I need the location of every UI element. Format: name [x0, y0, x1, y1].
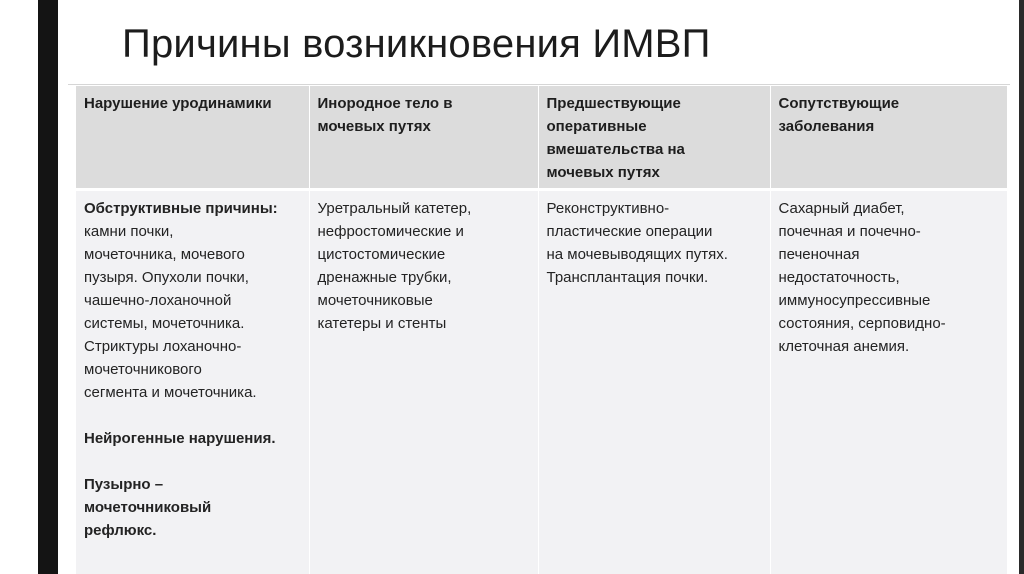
causes-table	[76, 86, 1007, 574]
header-line: оперативные	[546, 118, 647, 135]
cell-line: на мочевыводящих путях.	[546, 246, 728, 263]
header-line: мочевых путях	[317, 118, 431, 135]
obstructive-heading: Обструктивные причины:	[84, 200, 278, 217]
cell-line: Стриктуры лоханочно-	[84, 338, 242, 355]
reflux-line: Пузырно –	[84, 476, 164, 493]
spacer	[84, 404, 301, 427]
table-header-row	[76, 86, 1007, 190]
cell-line: почечная и почечно-	[778, 223, 921, 240]
cell-line: камни почки,	[84, 223, 174, 240]
cell-foreign-body	[309, 190, 538, 574]
header-urodynamics	[76, 86, 309, 190]
left-accent-bar	[38, 0, 58, 574]
cell-line: состояния, серповидно-	[778, 315, 946, 332]
cell-line: чашечно-лоханочной	[84, 292, 232, 309]
reflux-line: рефлюкс.	[84, 522, 157, 539]
cell-line: пузыря. Опухоли почки,	[84, 269, 249, 286]
cell-comorbidities	[770, 190, 1007, 574]
causes-table-container	[76, 86, 1007, 574]
right-edge-bar	[1019, 0, 1024, 574]
cell-line: цистостомические	[317, 246, 446, 263]
cell-line: недостаточность,	[778, 269, 900, 286]
slide-title: Причины возникновения ИМВП	[122, 22, 711, 66]
cell-line: Реконструктивно-	[546, 200, 670, 217]
cell-line: мочеточниковые	[317, 292, 433, 309]
cell-line: пластические операции	[546, 223, 713, 240]
header-line: заболевания	[778, 118, 875, 135]
header-line: Предшествующие	[546, 95, 681, 112]
spacer	[84, 450, 301, 473]
cell-line: мочеточника, мочевого	[84, 246, 245, 263]
cell-line: иммуносупрессивные	[778, 292, 931, 309]
reflux-line: мочеточниковый	[84, 499, 212, 516]
header-line: Инородное тело в	[317, 95, 453, 112]
cell-line: катетеры и стенты	[317, 315, 447, 332]
cell-line: Трансплантация почки.	[546, 269, 709, 286]
title-divider	[68, 84, 1010, 85]
cell-line: печеночная	[778, 246, 860, 263]
header-line: Сопутствующие	[778, 95, 900, 112]
cell-line: Уретральный катетер,	[317, 200, 472, 217]
cell-line: Сахарный диабет,	[778, 200, 905, 217]
header-line: вмешательства на	[546, 141, 685, 158]
header-foreign-body	[309, 86, 538, 190]
cell-prior-surgery	[538, 190, 770, 574]
cell-line: системы, мочеточника.	[84, 315, 245, 332]
header-prior-surgery	[538, 86, 770, 190]
header-line: Нарушение уродинамики	[84, 95, 272, 112]
cell-line: сегмента и мочеточника.	[84, 384, 257, 401]
cell-urodynamics	[76, 190, 309, 574]
cell-line: клеточная анемия.	[778, 338, 910, 355]
cell-line: дренажные трубки,	[317, 269, 452, 286]
neurogenic-heading: Нейрогенные нарушения.	[84, 430, 276, 447]
header-comorbidities	[770, 86, 1007, 190]
cell-line: нефростомические и	[317, 223, 464, 240]
header-line: мочевых путях	[546, 164, 660, 181]
cell-line: мочеточникового	[84, 361, 202, 378]
table-body-row	[76, 190, 1007, 574]
